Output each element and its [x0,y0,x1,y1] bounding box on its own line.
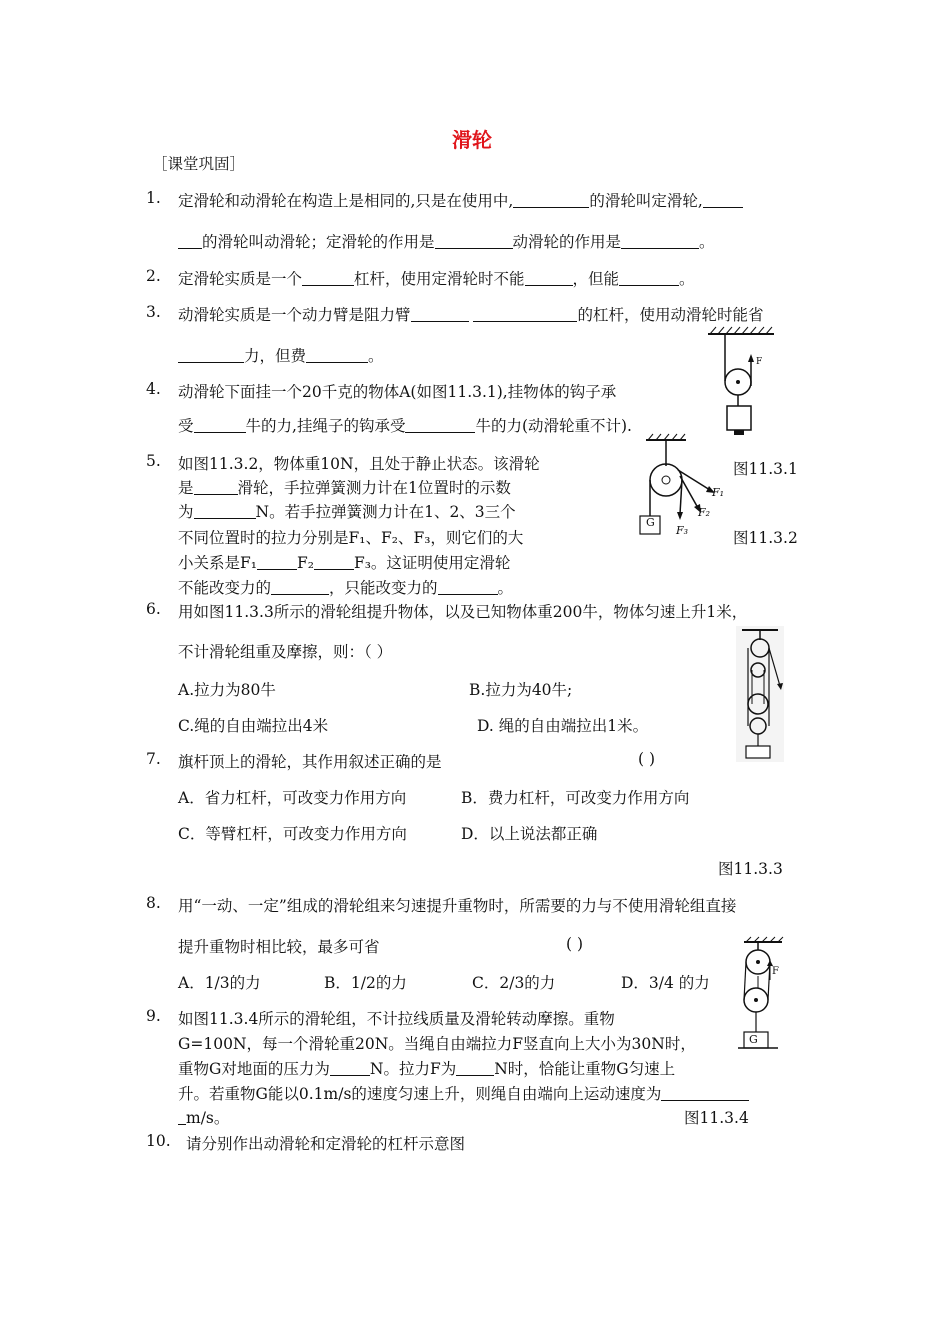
question-3-line-1 [178,303,763,325]
q5-text: 小关系是F₁ [178,554,257,572]
q5-text: 为 [178,503,194,521]
question-9-line-1: 如图11.3.4所示的滑轮组，不计拉线质量及滑轮转动摩擦。重物 [178,1010,615,1028]
q2-text: ，但能 [572,270,620,288]
force-label: F₃ [676,524,689,537]
figure-11-3-4-pulley-block [738,936,788,1054]
q5-text: F₃。这证明使用定滑轮 [353,554,511,572]
question-6-line-1: 用如图11.3.3所示的滑轮组提升物体，以及已知物体重200牛，物体匀速上升1米， [178,603,748,621]
figure-caption: 图11.3.2 [733,529,798,547]
option-c: C．2/3的力 [472,974,556,992]
blank [194,417,246,434]
q9-text: N时，恰能让重物G匀速上 [494,1060,676,1078]
blank [330,1060,370,1077]
q1-text: 的滑轮叫动滑轮；定滑轮的作用是 [202,233,435,251]
option-b: B．费力杠杆，可改变力作用方向 [461,789,690,807]
question-number: 10. [146,1132,171,1150]
figure-caption: 图11.3.3 [718,860,783,878]
blank [525,270,573,287]
blank [257,554,297,571]
question-2 [178,267,695,289]
question-number: 1. [146,189,161,207]
blank [314,554,354,571]
q2-text: 杠杆，使用定滑轮时不能 [354,270,525,288]
question-1-line-2 [178,230,715,252]
figure-caption: 图11.3.4 [684,1109,749,1127]
question-4-line-1: 动滑轮下面挂一个20千克的物体A(如图11.3.1),挂物体的钩子承 [178,383,617,401]
answer-parentheses: ( ) [638,750,656,768]
section-heading: ［课堂巩固］ [152,155,246,173]
blank [435,233,513,250]
question-9-line-4 [178,1082,749,1104]
blank [703,192,743,209]
blank [513,192,589,209]
q9-text: N。拉力F为 [369,1060,457,1078]
question-3-line-2 [178,344,384,366]
force-label: F [772,966,779,977]
page-title: 滑轮 [452,128,492,152]
question-7-line-1: 旗杆顶上的滑轮，其作用叙述正确的是 [178,753,442,771]
blank [405,417,475,434]
q5-text: 。 [497,579,514,597]
q5-text: 不能改变力的 [178,579,272,597]
blank [302,270,354,287]
q3-text: 动滑轮实质是一个动力臂是阻力臂 [178,306,411,324]
question-number: 9. [146,1007,161,1025]
q9-text: 重物G对地面的压力为 [178,1060,330,1078]
blank [661,1085,749,1102]
blank [178,347,244,364]
question-5-line-4: 不同位置时的拉力分别是F₁、F₂、F₃，则它们的大 [178,529,524,547]
force-label: F₁ [712,486,725,499]
option-a: A.拉力为80牛 [178,681,276,699]
q5-text: 是 [178,479,194,497]
q9-text: 升。若重物G能以0.1m/s的速度匀速上升，则绳自由端向上运动速度为 [178,1085,662,1103]
blank [194,503,256,520]
question-number: 8. [146,894,161,912]
q2-text: 定滑轮实质是一个 [178,270,303,288]
question-number: 3. [146,303,161,321]
blank [456,1060,494,1077]
question-4-line-2 [178,414,632,436]
q2-text: 。 [679,270,695,288]
weight-label: G [646,516,655,529]
question-10: 请分别作出动滑轮和定滑轮的杠杆示意图 [186,1135,466,1153]
option-a: A．1/3的力 [178,974,261,992]
q5-text: N。若手拉弹簧测力计在1、2、3三个 [255,503,516,521]
option-d: D．3/4 的力 [621,974,710,992]
q1-text: 定滑轮和动滑轮在构造上是相同的,只是在使用中, [178,192,514,210]
question-8-line-1: 用“一动、一定”组成的滑轮组来匀速提升重物时，所需要的力与不使用滑轮组直接 [178,897,737,915]
blank [178,233,202,250]
option-c: C.绳的自由端拉出4米 [178,717,329,735]
q4-text: 牛的力(动滑轮重不计). [475,417,632,435]
q4-text: 牛的力,挂绳子的钩承受 [245,417,406,435]
q9-text: m/s。 [186,1109,230,1127]
q3-text: 。 [368,347,384,365]
blank [178,1109,186,1126]
question-number: 5. [146,452,161,470]
q3-text: 的杠杆，使用动滑轮时能省 [577,306,764,324]
q1-text: 动滑轮的作用是 [512,233,622,251]
option-b: B.拉力为40牛; [469,681,573,699]
force-label: F [756,357,763,367]
question-8-line-2: 提升重物时相比较，最多可省 [178,938,380,956]
option-c: C．等臂杠杆，可改变力作用方向 [178,825,407,843]
question-9-line-2: G=100N，每一个滑轮重20N。当绳自由端拉力F竖直向上大小为30N时， [178,1035,696,1053]
question-number: 2. [146,267,161,285]
question-9-line-3 [178,1057,675,1079]
question-6-line-2: 不计滑轮组重及摩擦，则：（ ） [178,643,393,661]
question-number: 7. [146,750,161,768]
option-d: D．以上说法都正确 [461,825,598,843]
option-d: D. 绳的自由端拉出1米。 [477,717,649,735]
question-5-line-6 [178,576,513,598]
question-5-line-3 [178,500,516,522]
option-a: A．省力杠杆，可改变力作用方向 [178,789,407,807]
figure-11-3-1-fixed-hook-pulley [700,326,780,438]
q4-text: 受 [178,417,194,435]
blank [271,579,329,596]
answer-parentheses: ( ) [566,935,584,953]
blank [306,347,368,364]
question-number: 4. [146,380,161,398]
figure-11-3-3-pulley-block [736,626,786,762]
blank [438,579,498,596]
question-1-line-1 [178,189,743,211]
q1-text: 的滑轮叫定滑轮, [589,192,703,210]
blank [473,306,577,323]
question-5-line-1: 如图11.3.2，物体重10N，且处于静止状态。该滑轮 [178,455,540,473]
blank [621,233,699,250]
question-5-line-5 [178,551,510,573]
question-number: 6. [146,600,161,618]
question-5-line-2 [178,476,511,498]
blank [619,270,679,287]
question-9-line-5 [178,1106,229,1128]
option-b: B．1/2的力 [324,974,407,992]
blank [411,306,469,323]
q5-text: F₂ [296,554,314,572]
force-label: F₂ [698,506,711,519]
figure-caption: 图11.3.1 [733,460,798,478]
q5-text: 滑轮，手拉弹簧测力计在1位置时的示数 [237,479,511,497]
q1-text: 。 [699,233,715,251]
q5-text: ，只能改变力的 [329,579,438,597]
q3-text: 力，但费 [244,347,307,365]
blank [194,479,238,496]
weight-label: G [749,1033,758,1046]
